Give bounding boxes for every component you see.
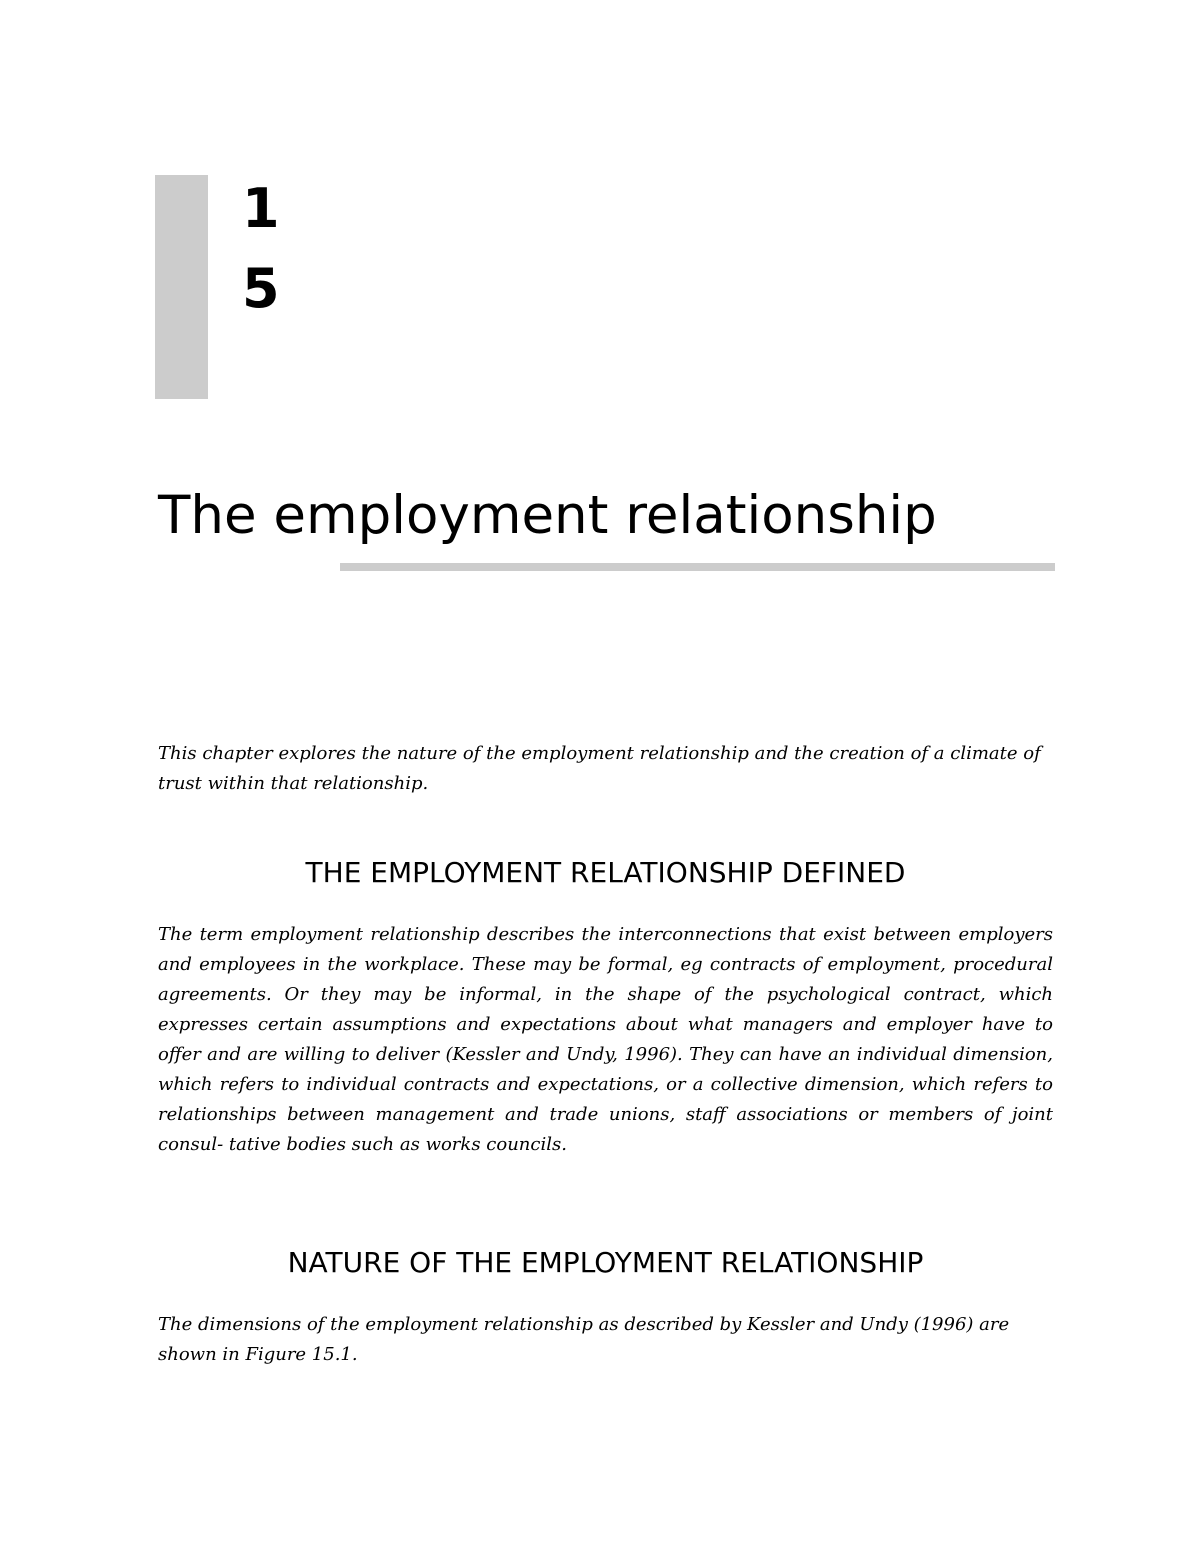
section-heading-nature: NATURE OF THE EMPLOYMENT RELATIONSHIP [287, 1246, 924, 1279]
chapter-number-digit-1: 1 [242, 177, 280, 240]
chapter-title: The employment relationship [158, 485, 937, 546]
section-body-definition: The term employment relationship describes the interconnections that exist between employers and employees in the workplace. These may be formal, eg contracts of employment, procedural agreements. Or they may be informal, in the shape of the psychological contract, which expresses certain assumptions and expectations about what managers and employer have to offer and are willing to deliver (Kessler and Undy, 1996). They can have an individual dimension, which refers to individual contracts and expectations, or a collective dimension, which refers to relationships between management and trade unions, staff associations or members of joint consul- tative bodies such as works councils. [158, 924, 1053, 1155]
chapter-marker-bar [155, 175, 208, 399]
chapter-intro: This chapter explores the nature of the employment relationship and the creation of a climate of trust within that relationship. [158, 743, 1041, 794]
section-heading-definition: THE EMPLOYMENT RELATIONSHIP DEFINED [305, 856, 906, 889]
title-underline-rule [340, 563, 1055, 571]
chapter-number-digit-2: 5 [242, 257, 280, 320]
section-body-nature: The dimensions of the employment relationship as described by Kessler and Undy (1996) are shown in Figure 15.1. [158, 1314, 1010, 1365]
